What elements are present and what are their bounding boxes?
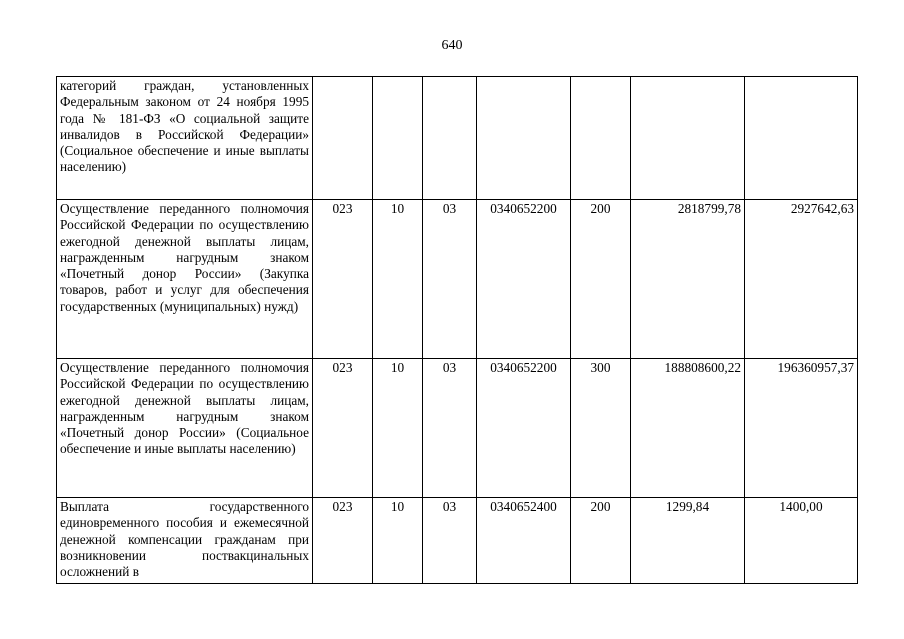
table-row (57, 200, 858, 359)
amount-year-2: 196360957,37 (745, 359, 858, 498)
ministry-code: 023 (313, 359, 373, 498)
amount-year-1: 1299,84 (631, 498, 745, 584)
section-code: 10 (373, 200, 423, 359)
ministry-code (313, 77, 373, 200)
table-row (57, 77, 858, 200)
subsection-code (423, 77, 477, 200)
ministry-code: 023 (313, 200, 373, 359)
expense-type-code: 200 (571, 498, 631, 584)
section-code: 10 (373, 498, 423, 584)
amount-year-1 (631, 77, 745, 200)
amount-year-2: 2927642,63 (745, 200, 858, 359)
amount-year-2 (745, 77, 858, 200)
target-article-code: 0340652200 (477, 359, 571, 498)
target-article-code: 0340652200 (477, 200, 571, 359)
amount-year-2: 1400,00 (745, 498, 858, 584)
table-row (57, 498, 858, 584)
page-number: 640 (441, 38, 463, 53)
row-description: Осуществление переданного полномочия Российской Федерации по осуществлению ежегодной денежной выплаты лицам, награжденным нагрудным знаком «Почетный донор России» (Социальное обеспечение и иные выплаты населению) (57, 359, 313, 498)
subsection-code: 03 (423, 359, 477, 498)
ministry-code: 023 (313, 498, 373, 584)
target-article-code (477, 77, 571, 200)
section-code (373, 77, 423, 200)
row-description: категорий граждан, установленных Федеральным законом от 24 ноября 1995 года № 181-ФЗ «О социальной защите инвалидов в Российской Федерации» (Социальное обеспечение и иные выплаты населению) (57, 77, 313, 200)
row-description-text: Выплата государственного единовременного пособия и ежемесячной денежной компенсации гражданам при возникновении поствакцинальных осложнений в (60, 499, 309, 580)
amount-year-1: 2818799,78 (631, 200, 745, 359)
section-code: 10 (373, 359, 423, 498)
expense-type-code: 300 (571, 359, 631, 498)
expense-type-code: 200 (571, 200, 631, 359)
subsection-code: 03 (423, 498, 477, 584)
amount-year-1: 188808600,22 (631, 359, 745, 498)
target-article-code: 0340652400 (477, 498, 571, 584)
subsection-code: 03 (423, 200, 477, 359)
row-description: Осуществление переданного полномочия Российской Федерации по осуществлению ежегодной денежной выплаты лицам, награжденным нагрудным знаком «Почетный донор России» (Закупка товаров, работ и услуг для обеспечения государственных (муниципальных) нужд) (57, 200, 313, 359)
row-description (57, 498, 313, 584)
table-row (57, 359, 858, 498)
budget-table (56, 76, 858, 584)
expense-type-code (571, 77, 631, 200)
